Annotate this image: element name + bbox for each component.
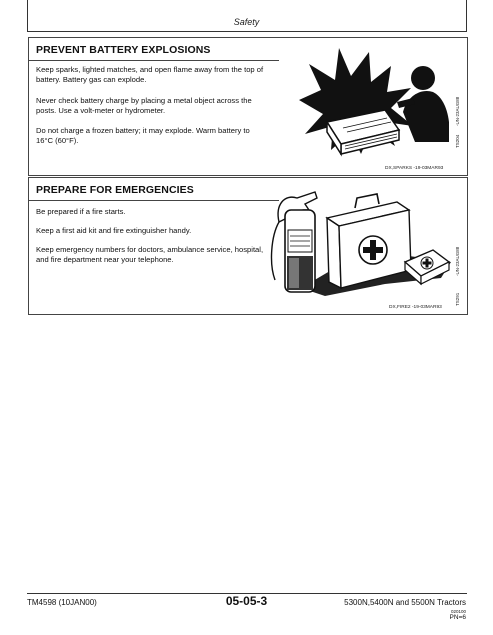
- image-code-bottom: TS204: [455, 134, 460, 148]
- paragraph: Be prepared if a fire starts.: [36, 207, 126, 216]
- image-code-top: -UN-23AUG88: [455, 246, 460, 276]
- paragraph: Keep sparks, lighted matches, and open flame away from the top of battery. Battery gas can explode.: [36, 65, 264, 85]
- prepare-emergencies-heading: PREPARE FOR EMERGENCIES: [36, 184, 194, 196]
- person-silhouette-icon: [397, 66, 449, 142]
- paragraph: Do not charge a frozen battery; it may explode. Warm battery to 16°C (60°F).: [36, 126, 250, 146]
- page-pn: PN=6: [449, 614, 466, 621]
- battery-explosions-box: [28, 37, 468, 176]
- section-title: Safety: [233, 17, 260, 27]
- page-number: 05-05-3: [225, 594, 268, 608]
- first-aid-case-icon: [327, 194, 411, 288]
- product-name: 5300N,5400N and 5500N Tractors: [344, 598, 466, 607]
- paragraph: Keep a first aid kit and fire extinguisher handy.: [36, 226, 192, 235]
- image-code-top: -UN-23AUG88: [455, 96, 460, 126]
- battery-explosions-heading: PREVENT BATTERY EXPLOSIONS: [36, 44, 211, 56]
- fire-extinguisher-icon: [272, 192, 317, 292]
- image-caption: DX,SPARKS -19-03MAR93: [385, 166, 444, 171]
- heading-rule: [29, 60, 279, 61]
- paragraph: Keep emergency numbers for doctors, ambulance service, hospital, and fire department near your telephone.: [36, 245, 264, 265]
- manual-number: TM4598 (10JAN00): [27, 598, 97, 607]
- paragraph: Never check battery charge by placing a metal object across the posts. Use a volt-meter or hydrometer.: [36, 96, 252, 116]
- image-code-bottom: TS291: [455, 292, 460, 306]
- prepare-emergencies-box: [28, 177, 468, 315]
- fire-extinguisher-first-aid-illustration: [265, 184, 451, 304]
- footer-code: 020100: [450, 609, 466, 614]
- heading-rule: [29, 200, 279, 201]
- image-caption: DX,FIRE2 -19-03MAR93: [389, 305, 442, 310]
- header-rule: [27, 31, 467, 32]
- battery-explosion-illustration: [291, 42, 451, 166]
